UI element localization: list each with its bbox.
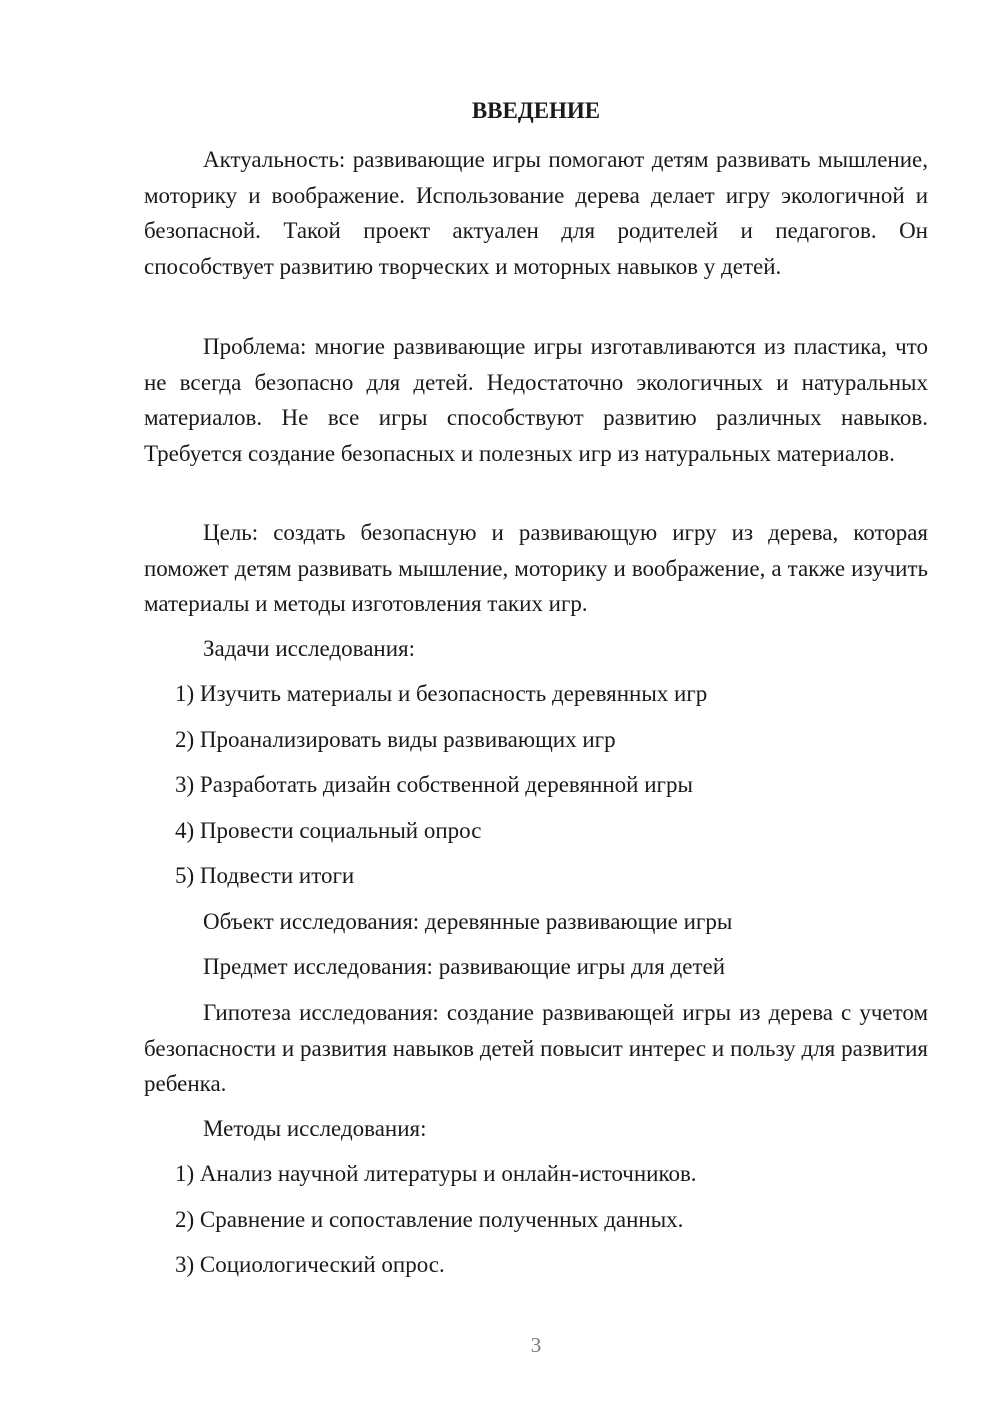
section-heading: ВВЕДЕНИЕ — [471, 98, 601, 123]
method-item: 2) Сравнение и сопоставление полученных данных. — [175, 1207, 684, 1232]
task-item: 3) Разработать дизайн собственной деревянной игры — [175, 772, 693, 797]
task-item: 4) Провести социальный опрос — [175, 818, 482, 843]
problem-paragraph: Проблема: многие развивающие игры изготавливаются из пластика, что не всегда безопасно для детей. Недостаточно экологичных и натуральных материалов. Не все игры способствуют развитию различных навыков. Требуется создание безопасных и полезных игр из натуральных материалов. — [144, 334, 928, 466]
hypothesis-paragraph: Гипотеза исследования: создание развивающей игры из дерева с учетом безопасности и развития навыков детей повысит интерес и пользу для развития ребенка. — [144, 1000, 928, 1096]
methods-heading: Методы исследования: — [203, 1116, 427, 1141]
goal-paragraph: Цель: создать безопасную и развивающую игру из дерева, которая поможет детям развивать мышление, моторику и воображение, а также изучить материалы и методы изготовления таких игр. — [144, 520, 928, 616]
task-item: 5) Подвести итоги — [175, 863, 355, 888]
task-item: 2) Проанализировать виды развивающих игр — [175, 727, 616, 752]
method-item: 1) Анализ научной литературы и онлайн-источников. — [175, 1161, 697, 1186]
relevance-paragraph: Актуальность: развивающие игры помогают детям развивать мышление, моторику и воображение. Использование дерева делает игру экологичной и безопасной. Такой проект актуален для родителей и педагогов. Он способствует развитию творческих и моторных навыков у детей. — [144, 147, 928, 279]
method-item: 3) Социологический опрос. — [175, 1252, 445, 1277]
task-item: 1) Изучить материалы и безопасность деревянных игр — [175, 681, 708, 706]
subject-paragraph: Предмет исследования: развивающие игры для детей — [203, 954, 726, 979]
tasks-heading: Задачи исследования: — [203, 636, 416, 661]
page-number: 3 — [530, 1333, 542, 1357]
object-paragraph: Объект исследования: деревянные развивающие игры — [203, 909, 733, 934]
